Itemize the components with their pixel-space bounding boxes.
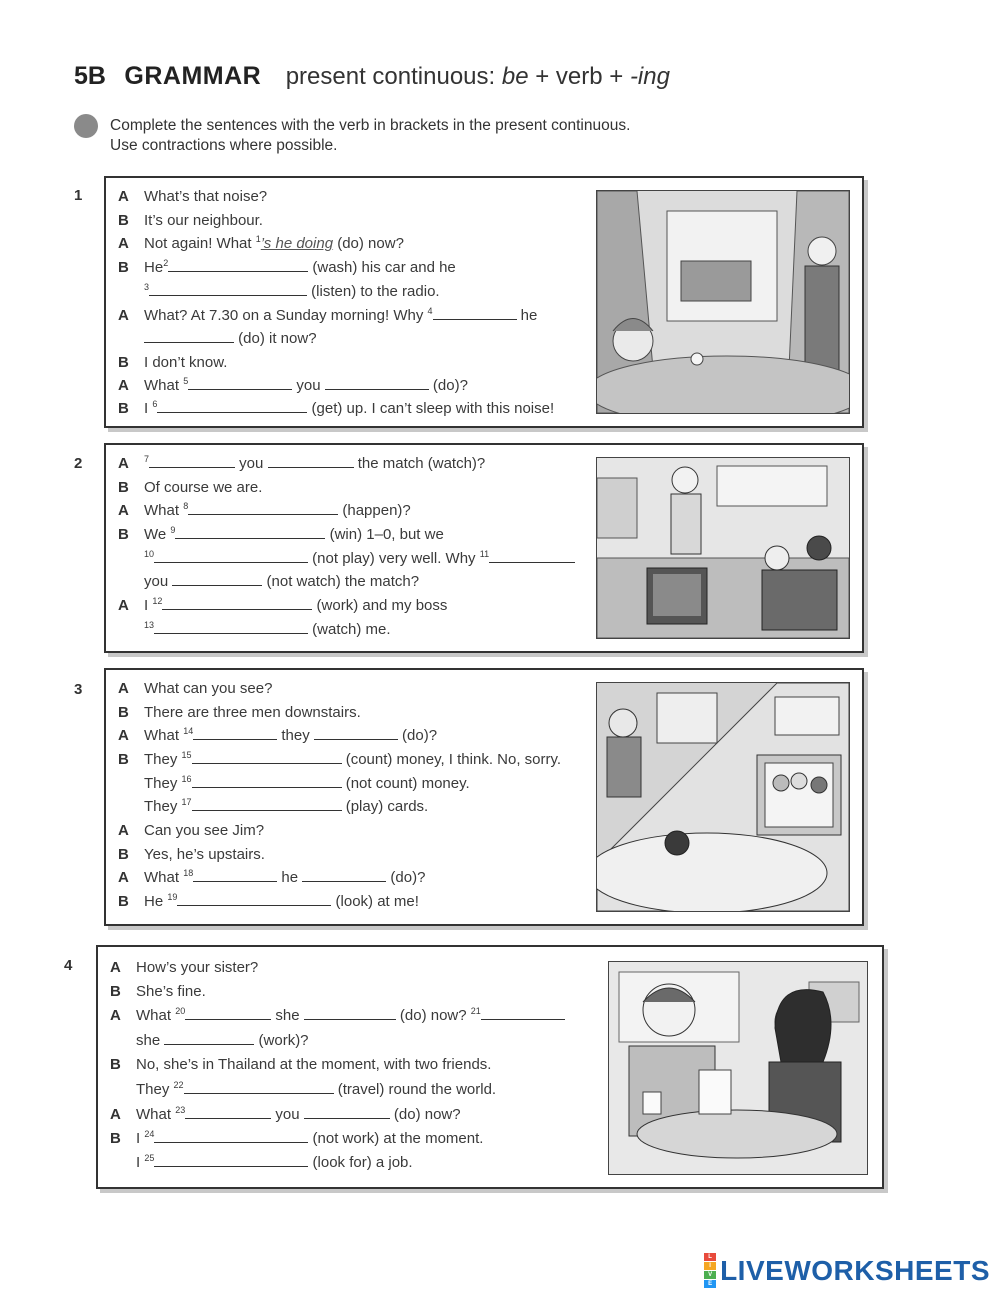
dialogue-line [110, 1007, 565, 1025]
dialogue-line [118, 502, 411, 520]
dialogue-line [110, 959, 258, 977]
dialogue-line [118, 354, 227, 372]
dialogue-line [136, 1032, 309, 1050]
line-text: the match (watch)? [353, 455, 486, 472]
dialogue-line [118, 400, 554, 418]
speaker: B [118, 354, 129, 371]
speaker: A [118, 597, 129, 614]
answer-blank-18b[interactable] [302, 869, 386, 882]
dialogue-line [118, 455, 485, 473]
line-text: There are three men downstairs. [144, 704, 361, 721]
answer-blank-10[interactable] [154, 550, 308, 563]
line-text: (get) up. I can’t sleep with this noise! [307, 400, 555, 417]
line-text: (not play) very well. Why [308, 550, 480, 567]
exercise-1 [104, 176, 864, 428]
line-text: He [144, 259, 164, 276]
line-text: She’s fine. [136, 983, 206, 1000]
speaker: A [118, 455, 129, 472]
dialogue-line [118, 704, 361, 722]
gap-number: 16 [181, 774, 192, 784]
speaker: A [110, 1007, 121, 1024]
line-text: (do) it now? [234, 330, 317, 347]
line-text: They [144, 751, 182, 768]
line-text: (do) now? [389, 1106, 461, 1123]
answer-blank-20b[interactable] [304, 1007, 396, 1020]
answer-blank-11[interactable] [489, 550, 575, 563]
line-text: (not watch) the match? [262, 573, 420, 590]
line-text: you [271, 1106, 304, 1123]
answer-blank-15[interactable] [192, 751, 342, 764]
section-title: GRAMMAR [124, 62, 262, 90]
dialogue-line [118, 597, 447, 615]
instruction-line: Complete the sentences with the verb in brackets in the present continuous. [110, 117, 631, 134]
answer-blank-14b[interactable] [314, 727, 398, 740]
answer-blank-21[interactable] [481, 1007, 565, 1020]
answer-blank-13[interactable] [154, 621, 308, 634]
speaker: B [118, 893, 129, 910]
answer-blank-18[interactable] [193, 869, 277, 882]
speaker: B [118, 212, 129, 229]
dialogue-line [118, 727, 437, 745]
answer-blank-4b[interactable] [144, 330, 234, 343]
exercise-3 [104, 668, 864, 926]
line-text: (look for) a job. [308, 1154, 413, 1171]
line-text: (win) 1–0, but we [325, 526, 444, 543]
line-text: They [144, 775, 182, 792]
logo-mark-letter: L [704, 1253, 716, 1261]
line-text: (play) cards. [341, 798, 429, 815]
dialogue-line [118, 307, 537, 325]
speaker: B [118, 479, 129, 496]
line-text: What [144, 502, 184, 519]
speaker: B [118, 259, 129, 276]
line-text: (happen)? [338, 502, 411, 519]
section-subtitle [286, 63, 670, 90]
answer-blank-3[interactable] [149, 283, 307, 296]
dialogue-line [118, 869, 425, 887]
line-text: Can you see Jim? [144, 822, 265, 839]
gap-number: 5 [183, 376, 189, 386]
gap-number: 19 [167, 892, 178, 902]
answer-blank-9[interactable] [175, 526, 325, 539]
speaker: A [118, 822, 129, 839]
gap-number: 10 [144, 549, 155, 559]
gap-number: 14 [183, 726, 194, 736]
line-text: We [144, 526, 171, 543]
line-text: How’s your sister? [136, 959, 259, 976]
illustration-bedroom-neighbour [596, 190, 850, 414]
line-text: They [144, 798, 182, 815]
answer-blank-7[interactable] [149, 455, 235, 468]
speaker: B [118, 846, 129, 863]
line-text: Yes, he’s upstairs. [144, 846, 265, 863]
line-text: (do) now? [333, 235, 404, 252]
dialogue-line [110, 1130, 483, 1148]
gap-number: 25 [144, 1153, 155, 1163]
line-text: He [144, 893, 168, 910]
dialogue-line [118, 212, 263, 230]
illustration-cafe-couple [608, 961, 868, 1175]
answer-blank-20[interactable] [185, 1007, 271, 1020]
instruction-line: Use contractions where possible. [110, 137, 338, 154]
answer-blank-24[interactable] [154, 1130, 308, 1143]
speaker: A [118, 188, 129, 205]
line-text: What [144, 869, 184, 886]
speaker: A [118, 869, 129, 886]
line-text: you [144, 573, 173, 590]
gap-number: 3 [144, 282, 150, 292]
subtitle-be: be [501, 63, 529, 90]
logo-text: LIVEWORKSHEETS [720, 1254, 990, 1286]
line-text: he [277, 869, 303, 886]
speaker: B [118, 704, 129, 721]
line-text: (not count) money. [341, 775, 470, 792]
speaker: A [118, 727, 129, 744]
unit-code: 5B [74, 62, 106, 90]
line-text: you [292, 377, 325, 394]
gap-number: 22 [173, 1080, 184, 1090]
exercise-number: 2 [74, 455, 83, 472]
page-header [74, 62, 670, 91]
exercise-number: 4 [64, 957, 73, 974]
dialogue-line [110, 983, 206, 1001]
exercise-2 [104, 443, 864, 653]
dialogue-line [136, 1081, 496, 1099]
dialogue-line [118, 846, 265, 864]
dialogue-line [118, 188, 267, 206]
dialogue-line [118, 377, 468, 395]
dialogue-line [144, 330, 317, 348]
answer-blank-14[interactable] [193, 727, 277, 740]
speaker: A [110, 1106, 121, 1123]
answer-blank-23[interactable] [185, 1106, 271, 1119]
line-text: I [144, 597, 153, 614]
line-text: I [136, 1130, 145, 1147]
line-text: she [271, 1007, 304, 1024]
line-text: (work)? [254, 1032, 309, 1049]
line-text: (look) at me! [331, 893, 419, 910]
gap-number: 17 [181, 797, 192, 807]
dialogue-line [118, 259, 456, 277]
line-text: I [136, 1154, 145, 1171]
gap-number: 11 [479, 549, 490, 559]
line-text: What’s that noise? [144, 188, 268, 205]
illustration-building-car [596, 682, 850, 912]
gap-number: 21 [470, 1006, 481, 1016]
answer-blank-5[interactable] [188, 377, 292, 390]
line-text: (work) and my boss [312, 597, 448, 614]
exercise-number: 1 [74, 187, 83, 204]
gap-number: 4 [427, 306, 433, 316]
answer-blank-16[interactable] [192, 775, 342, 788]
line-text: (not work) at the moment. [308, 1130, 484, 1147]
subtitle-part: present continuous: [285, 63, 502, 90]
example-answer: ’s he doing [260, 235, 334, 252]
gap-number: 13 [144, 620, 155, 630]
line-text: Not again! What [144, 235, 256, 252]
line-text: (wash) his car and he [308, 259, 456, 276]
speaker: B [110, 1056, 121, 1073]
dialogue-line [144, 798, 428, 816]
line-text: (travel) round the world. [333, 1081, 497, 1098]
answer-blank-2[interactable] [168, 259, 308, 272]
dialogue-line [118, 751, 561, 769]
dialogue-line [118, 526, 444, 544]
speaker: A [118, 307, 129, 324]
line-text: (listen) to the radio. [307, 283, 440, 300]
dialogue-line [136, 1154, 413, 1172]
line-text: (do)? [386, 869, 426, 886]
line-text: he [516, 307, 538, 324]
line-text: What can you see? [144, 680, 273, 697]
line-text: (do)? [428, 377, 468, 394]
speaker: A [110, 959, 121, 976]
instruction-bullet-icon [74, 114, 98, 138]
line-text: I don’t know. [144, 354, 228, 371]
line-text: (count) money, I think. No, sorry. [341, 751, 562, 768]
answer-blank-23b[interactable] [304, 1106, 390, 1119]
dialogue-line [144, 550, 575, 568]
line-text: No, she’s in Thailand at the moment, with two friends. [136, 1056, 492, 1073]
answer-blank-11b[interactable] [172, 573, 262, 586]
liveworksheets-logo [704, 1253, 990, 1288]
line-text: What [136, 1106, 176, 1123]
answer-blank-19[interactable] [177, 893, 331, 906]
dialogue-line [144, 621, 391, 639]
answer-blank-7b[interactable] [268, 455, 354, 468]
dialogue-line [144, 283, 440, 301]
speaker: B [118, 751, 129, 768]
gap-number: 2 [163, 258, 169, 268]
speaker: A [118, 235, 129, 252]
exercise-number: 3 [74, 681, 83, 698]
exercise-4 [96, 945, 884, 1189]
illustration-office-football [596, 457, 850, 639]
dialogue-line [118, 235, 404, 253]
dialogue-line [110, 1056, 491, 1074]
speaker: B [118, 400, 129, 417]
speaker: A [118, 377, 129, 394]
gap-number: 8 [183, 501, 189, 511]
dialogue-line [118, 680, 272, 698]
answer-blank-8[interactable] [188, 502, 338, 515]
speaker: A [118, 680, 129, 697]
speaker: B [118, 526, 129, 543]
line-text: It’s our neighbour. [144, 212, 263, 229]
gap-number: 6 [152, 399, 158, 409]
gap-number: 24 [144, 1129, 155, 1139]
logo-mark-letter: V [704, 1271, 716, 1279]
line-text: What [144, 377, 184, 394]
gap-number: 12 [152, 596, 163, 606]
speaker: A [118, 502, 129, 519]
gap-number: 9 [170, 525, 176, 535]
line-text: (do)? [397, 727, 438, 744]
answer-blank-4[interactable] [433, 307, 517, 320]
dialogue-line [118, 893, 419, 911]
gap-number: 20 [175, 1006, 186, 1016]
answer-blank-21b[interactable] [164, 1032, 254, 1045]
line-text: Of course we are. [144, 479, 263, 496]
speaker: B [110, 983, 121, 1000]
answer-blank-12[interactable] [162, 597, 312, 610]
line-text: What [136, 1007, 176, 1024]
speaker: B [110, 1130, 121, 1147]
line-text: They [136, 1081, 174, 1098]
dialogue-line [118, 822, 264, 840]
line-text: you [235, 455, 268, 472]
logo-mark-icon [704, 1253, 716, 1288]
gap-number: 7 [144, 454, 150, 464]
gap-number: 1 [255, 234, 261, 244]
line-text: What [144, 727, 184, 744]
line-text: they [277, 727, 314, 744]
subtitle-ing: -ing [629, 63, 670, 90]
line-text: What? At 7.30 on a Sunday morning! Why [144, 307, 428, 324]
dialogue-line [144, 775, 470, 793]
answer-blank-6[interactable] [157, 400, 307, 413]
instructions [110, 116, 630, 156]
gap-number: 15 [181, 750, 192, 760]
dialogue-line [118, 479, 262, 497]
dialogue-line [144, 573, 419, 591]
dialogue-line [110, 1106, 461, 1124]
answer-blank-25[interactable] [154, 1154, 308, 1167]
answer-blank-5b[interactable] [325, 377, 429, 390]
subtitle-part: + verb + [528, 63, 630, 90]
answer-blank-22[interactable] [184, 1081, 334, 1094]
logo-mark-letter: E [704, 1280, 716, 1288]
line-text: she [136, 1032, 165, 1049]
line-text: (watch) me. [308, 621, 391, 638]
answer-blank-17[interactable] [192, 798, 342, 811]
line-text: I [144, 400, 153, 417]
gap-number: 23 [175, 1105, 186, 1115]
logo-mark-letter: I [704, 1262, 716, 1270]
gap-number: 18 [183, 868, 194, 878]
line-text: (do) now? [395, 1007, 471, 1024]
